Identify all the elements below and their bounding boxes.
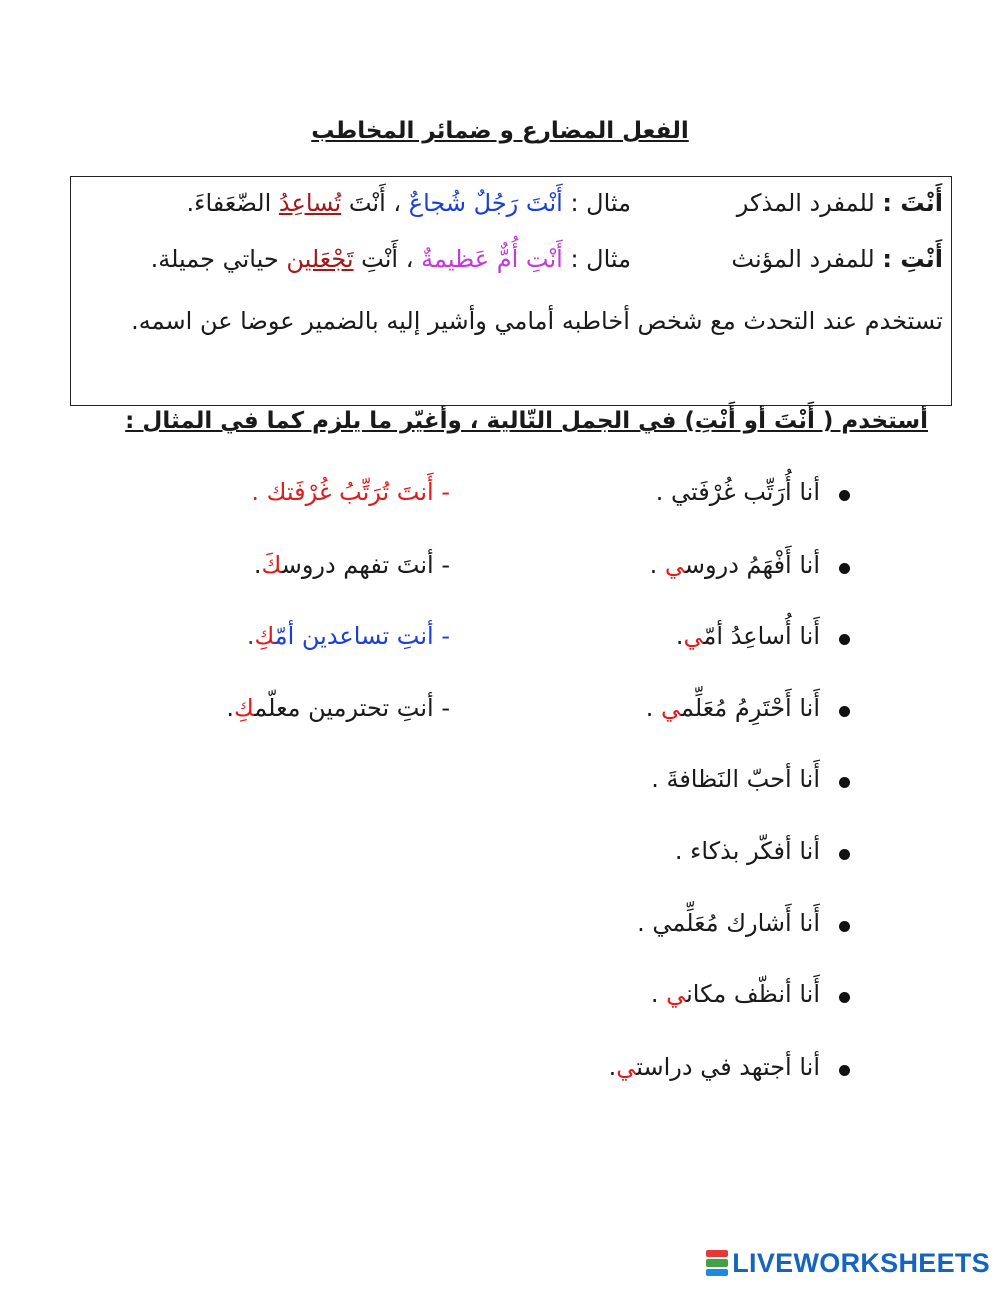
answer-field[interactable]: - أَنتَ تُرَتِّبُ غُرْفَتك .	[251, 478, 450, 506]
instruction: أستخدم ( أَنْتَ أو أَنْتِ) في الجمل التّالية ، وأغيّر ما يلزم كما في المثال :	[125, 408, 928, 434]
example-verb-masculine: تُساعِدُ	[278, 189, 342, 217]
exercise-sentence: أَنا أنظّف مكاني .	[650, 980, 820, 1008]
example-sep: ، أَنْتَ	[341, 189, 409, 217]
exercise-sentence: أَنا أُساعِدُ أمّي.	[675, 622, 820, 650]
answer-field[interactable]: - أنتِ تحترمين معلّمكِ.	[226, 694, 450, 722]
rules-box	[70, 176, 952, 406]
bullet-icon	[839, 1065, 850, 1076]
exercise-row	[150, 980, 850, 1020]
bullet-icon	[839, 634, 850, 645]
liveworksheets-logo	[706, 1247, 990, 1279]
example-label: مثال :	[570, 189, 631, 217]
bullet-icon	[839, 706, 850, 717]
answer-field[interactable]: - أنتَ تفهم دروسكَ.	[253, 551, 450, 579]
example-label: مثال :	[570, 245, 631, 273]
brand-name: LIVEWORKSHEETS	[732, 1247, 990, 1278]
exercise-row	[150, 478, 850, 518]
example-masculine-1: أَنْتَ رَجُلٌ شُجاعٌ	[408, 189, 563, 217]
bullet-icon	[839, 490, 850, 501]
desc-feminine: للمفرد المؤنث	[731, 245, 875, 273]
rule-feminine	[77, 245, 943, 279]
bullet-icon	[839, 921, 850, 932]
exercise-row	[150, 909, 850, 949]
example-verb-feminine: تَجْعَلين	[286, 245, 354, 273]
exercise-row	[150, 765, 850, 805]
exercise-sentence: أَنا أحبّ النَظافةَ .	[651, 765, 820, 793]
bullet-icon	[839, 777, 850, 788]
usage-note: تستخدم عند التحدث مع شخص أخاطبه أمامي وأشير إليه بالضمير عوضا عن اسمه.	[131, 307, 943, 335]
exercise-sentence: أَنا أَحْتَرِمُ مُعَلِّمي .	[645, 694, 820, 722]
exercise-row	[150, 622, 850, 662]
page-title: الفعل المضارع و ضمائر المخاطب	[311, 118, 689, 144]
example-rest: الضّعَفاءَ.	[186, 189, 279, 217]
example-feminine-1: أَنْتِ أُمٌّ عَظيمةٌ	[421, 245, 563, 273]
exercise-sentence: أَنا أَشارك مُعَلِّمي .	[637, 909, 820, 937]
logo-icon	[706, 1250, 728, 1276]
pronoun-feminine: أَنْتِ :	[882, 245, 943, 273]
exercise-row	[150, 551, 850, 591]
bullet-icon	[839, 563, 850, 574]
exercise-row	[150, 694, 850, 734]
exercise-sentence: أنا أجتهد في دراستي.	[608, 1053, 820, 1081]
example-sep: ، أَنْتِ	[353, 245, 422, 273]
desc-masculine: للمفرد المذكر	[736, 189, 875, 217]
answer-field[interactable]: - أنتِ تساعدين أمّكِ.	[246, 622, 450, 650]
rule-masculine	[77, 189, 943, 223]
exercise-sentence: أنا أَفْهَمُ دروسي .	[649, 551, 820, 579]
bullet-icon	[839, 849, 850, 860]
exercise-sentence: أنا أُرَتِّب غُرْفَتي .	[655, 478, 820, 506]
exercise-row	[150, 1053, 850, 1093]
exercise-sentence: أنا أفكّر بذكاء .	[674, 837, 820, 865]
example-rest: حياتي جميلة.	[150, 245, 287, 273]
pronoun-masculine: أَنْتَ :	[882, 189, 943, 217]
exercise-row	[150, 837, 850, 877]
bullet-icon	[839, 992, 850, 1003]
